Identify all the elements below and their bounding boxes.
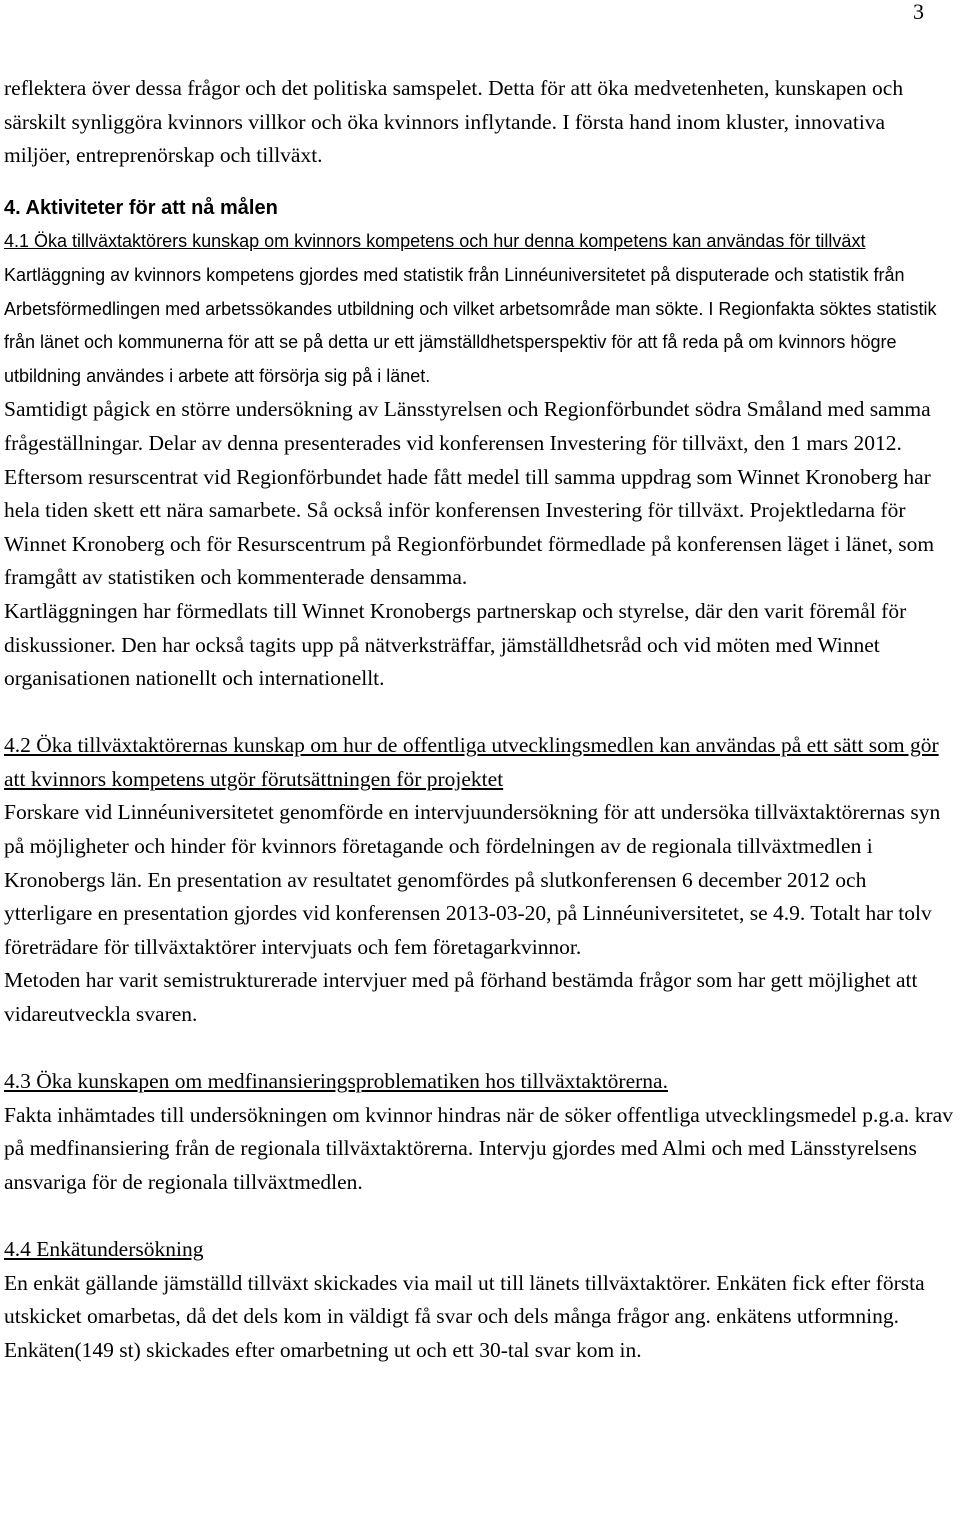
section-4-3-paragraph: Fakta inhämtades till undersökningen om kvinnor hindras när de söker offentliga utvecklingsmedel p.g.a. krav på medfinansiering från de regionala tillväxtaktörerna. Intervju gjordes med Almi och med Länsstyrelsens ansvariga för de regionala tillväxtmedlen. [4,1102,953,1194]
section-4-4-paragraph: En enkät gällande jämställd tillväxt skickades via mail ut till länets tillväxtaktörer. Enkäten fick efter första utskicket omarbetas, då det dels kom in väldigt få svar och dels många frågor ang. enkätens utformning. Enkäten(149 st) skickades efter omarbetning ut och ett 30-tal svar kom in. [4,1270,925,1362]
section-4-1-paragraph [4,259,956,393]
section-4-1-paragraph: Kartläggningen har förmedlats till Winnet Kronobergs partnerskap och styrelse, där den varit föremål för diskussioner. Den har också tagits upp på nätverksträffar, jämställdhetsråd och vid möten med Winnet organisationen nationellt och internationellt. [4,598,907,691]
section-4-2-paragraph: Forskare vid Linnéuniversitetet genomförde en intervjuundersökning för att undersöka tillväxtaktörernas syn på möjligheter och hinder för kvinnors företagande och fördelningen av de regionala tillväxtmedlen i Kronobergs län. En presentation av resultatet genomfördes på slutkonferensen 6 december 2012 och ytterligare en presentation gjordes vid konferensen 2013-03-20, på Linnéuniversitetet, se 4.9. Totalt har tolv företrädare för tillväxtaktörer intervjuats och fem företagarkvinnor. [4,800,941,959]
chapter-heading: 4. Aktiviteter för att nå målen [4,196,278,219]
section-4-1-paragraph: Samtidigt pågick en större undersökning av Länsstyrelsen och Regionförbundet södra Småland med samma frågeställningar. Delar av denna presenterades vid konferensen Investering för tillväxt, den 1 mars 2012. Eftersom resurscentrat vid Regionförbundet hade fått medel till samma uppdrag som Winnet Kronoberg har hela tiden skett ett nära samarbete. Så också inför konferensen Investering för tillväxt. Projektledarna för Winnet Kronoberg och för Resurscentrum på Regionförbundet förmedlade på konferensen läget i länet, som framgått av statistiken och kommenterade densamma. [4,397,935,590]
section-heading-4-2: 4.2 Öka tillväxtaktörernas kunskap om hur de offentliga utvecklingsmedlen kan användas på ett sätt som gör att kvinnors kompetens utgör förutsättningen för projektet [4,733,939,791]
section-4-1-sentence: I Regionfakta söktes statistik från länet och kommunerna för att se på detta ur ett jämställdhetsperspektiv för att få reda på om kvinnors högre utbildning användes i arbete att försörja sig på i länet. [4,298,937,386]
page-number: 3 [913,0,924,24]
intro-paragraph: reflektera över dessa frågor och det politiska samspelet. Detta för att öka medvetenheten, kunskapen och särskilt synliggöra kvinnors villkor och öka kvinnors inflytande. I första hand inom kluster, innovativa miljöer, entreprenörskap och tillväxt. [4,76,904,168]
section-heading-4-1: 4.1 Öka tillväxtaktörers kunskap om kvinnors kompetens och hur denna kompetens kan användas för tillväxt [4,231,866,252]
section-heading-4-4: 4.4 Enkätundersökning [4,1237,204,1262]
section-4-1-sentence: Kartläggning av kvinnors kompetens gjordes med statistik från Linnéuniversitetet på disputerade och statistik från Arbetsförmedlingen med arbetssökandes utbildning och vilket arbetsområde man sökte. [4,264,905,319]
document-body [4,72,956,1368]
section-heading-4-3: 4.3 Öka kunskapen om medfinansieringsproblematiken hos tillväxtaktörerna. [4,1069,668,1094]
section-4-2-paragraph: Metoden har varit semistrukturerade intervjuer med på förhand bestämda frågor som har gett möjlighet att vidareutveckla svaren. [4,968,918,1027]
